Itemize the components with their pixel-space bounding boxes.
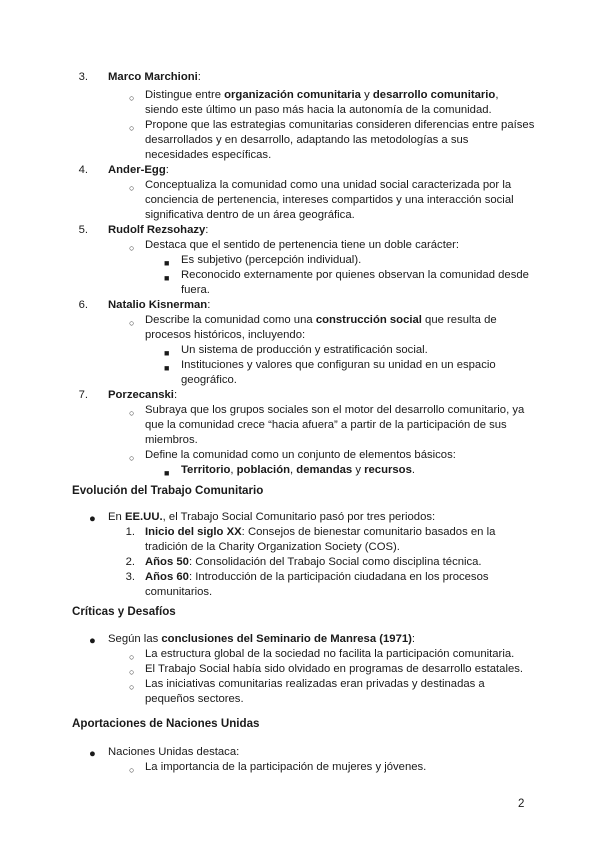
list-number: 5. [78, 224, 88, 236]
author-kisnerman: Natalio Kisnerman: [108, 299, 211, 311]
author-anderegg: Ander-Egg: [108, 164, 169, 176]
list-number: 3. [125, 571, 135, 583]
square-bullet-icon: ■ [164, 348, 170, 358]
section-heading-evolucion: Evolución del Trabajo Comunitario [72, 484, 264, 497]
circle-bullet-icon: ○ [129, 243, 135, 253]
list-item: Inicio del siglo XX: Consejos de bienestar comunitario basados en la [145, 526, 496, 538]
list-item-continuation: necesidades específicas. [145, 149, 272, 161]
list-item-continuation: que la comunidad crece “hacia afuera” a partir de la participación de sus [145, 419, 507, 431]
list-item: En EE.UU., el Trabajo Social Comunitario pasó por tres periodos: [108, 511, 436, 523]
list-item-continuation: procesos históricos, incluyendo: [145, 329, 306, 341]
author-porzecanski: Porzecanski: [108, 389, 178, 401]
circle-bullet-icon: ○ [129, 765, 135, 775]
circle-bullet-icon: ○ [129, 183, 135, 193]
list-item: Es subjetivo (percepción individual). [181, 254, 362, 266]
list-item: Propone que las estrategias comunitarias consideren diferencias entre países [145, 119, 535, 131]
list-item: Subraya que los grupos sociales son el motor del desarrollo comunitario, ya [145, 404, 525, 416]
list-item-continuation: significativa dentro de un área geográfica. [145, 209, 355, 221]
list-number: 1. [125, 526, 135, 538]
page-number: 2 [518, 798, 525, 810]
list-item: Instituciones y valores que configuran su unidad en un espacio [181, 359, 496, 371]
list-item: Naciones Unidas destaca: [108, 746, 240, 758]
circle-bullet-icon: ○ [129, 93, 135, 103]
circle-bullet-icon: ○ [129, 682, 135, 692]
list-item: Reconocido externamente por quienes observan la comunidad desde [181, 269, 529, 281]
list-item: La importancia de la participación de mujeres y jóvenes. [145, 761, 427, 773]
square-bullet-icon: ■ [164, 258, 170, 268]
list-number: 4. [78, 164, 88, 176]
list-item-continuation: comunitarios. [145, 586, 213, 598]
section-heading-naciones: Aportaciones de Naciones Unidas [72, 717, 260, 730]
circle-bullet-icon: ○ [129, 453, 135, 463]
list-item-continuation: tradición de la Charity Organization Society (COS). [145, 541, 400, 553]
circle-bullet-icon: ○ [129, 408, 135, 418]
author-marchioni: Marco Marchioni: [108, 71, 201, 83]
list-number: 2. [125, 556, 135, 568]
list-item: Territorio, población, demandas y recursos. [181, 464, 415, 476]
list-item: Años 60: Introducción de la participación ciudadana en los procesos [145, 571, 489, 583]
list-number: 6. [78, 299, 88, 311]
square-bullet-icon: ■ [164, 468, 170, 478]
list-item: Según las conclusiones del Seminario de Manresa (1971): [108, 633, 416, 645]
list-item: Un sistema de producción y estratificación social. [181, 344, 428, 356]
disc-bullet-icon: ● [89, 513, 96, 525]
list-item: Describe la comunidad como una construcción social que resulta de [145, 314, 497, 326]
list-item-continuation: fuera. [181, 284, 210, 296]
list-item: Distingue entre organización comunitaria y desarrollo comunitario, [145, 89, 499, 101]
list-item: Las iniciativas comunitarias realizadas eran privadas y destinadas a [145, 678, 485, 690]
circle-bullet-icon: ○ [129, 123, 135, 133]
circle-bullet-icon: ○ [129, 667, 135, 677]
circle-bullet-icon: ○ [129, 652, 135, 662]
list-item: La estructura global de la sociedad no facilita la participación comunitaria. [145, 648, 515, 660]
section-heading-criticas: Críticas y Desafíos [72, 605, 176, 618]
author-rezsohazy: Rudolf Rezsohazy: [108, 224, 209, 236]
list-item-continuation: conciencia de pertenencia, intereses compartidos y una interacción social [145, 194, 514, 206]
list-item-continuation: geográfico. [181, 374, 237, 386]
list-item-continuation: desarrollados y en desarrollo, adaptando las metodologías a sus [145, 134, 469, 146]
list-item: Define la comunidad como un conjunto de elementos básicos: [145, 449, 456, 461]
list-item-continuation: siendo este último un paso más hacia la autonomía de la comunidad. [145, 104, 492, 116]
list-item: Conceptualiza la comunidad como una unidad social caracterizada por la [145, 179, 512, 191]
list-item-continuation: miembros. [145, 434, 198, 446]
list-item-continuation: pequeños sectores. [145, 693, 244, 705]
list-number: 7. [78, 389, 88, 401]
disc-bullet-icon: ● [89, 635, 96, 647]
square-bullet-icon: ■ [164, 273, 170, 283]
square-bullet-icon: ■ [164, 363, 170, 373]
list-item: Años 50: Consolidación del Trabajo Social como disciplina técnica. [145, 556, 482, 568]
list-item: Destaca que el sentido de pertenencia tiene un doble carácter: [145, 239, 460, 251]
list-number: 3. [78, 71, 88, 83]
circle-bullet-icon: ○ [129, 318, 135, 328]
disc-bullet-icon: ● [89, 748, 96, 760]
list-item: El Trabajo Social había sido olvidado en programas de desarrollo estatales. [145, 663, 524, 675]
